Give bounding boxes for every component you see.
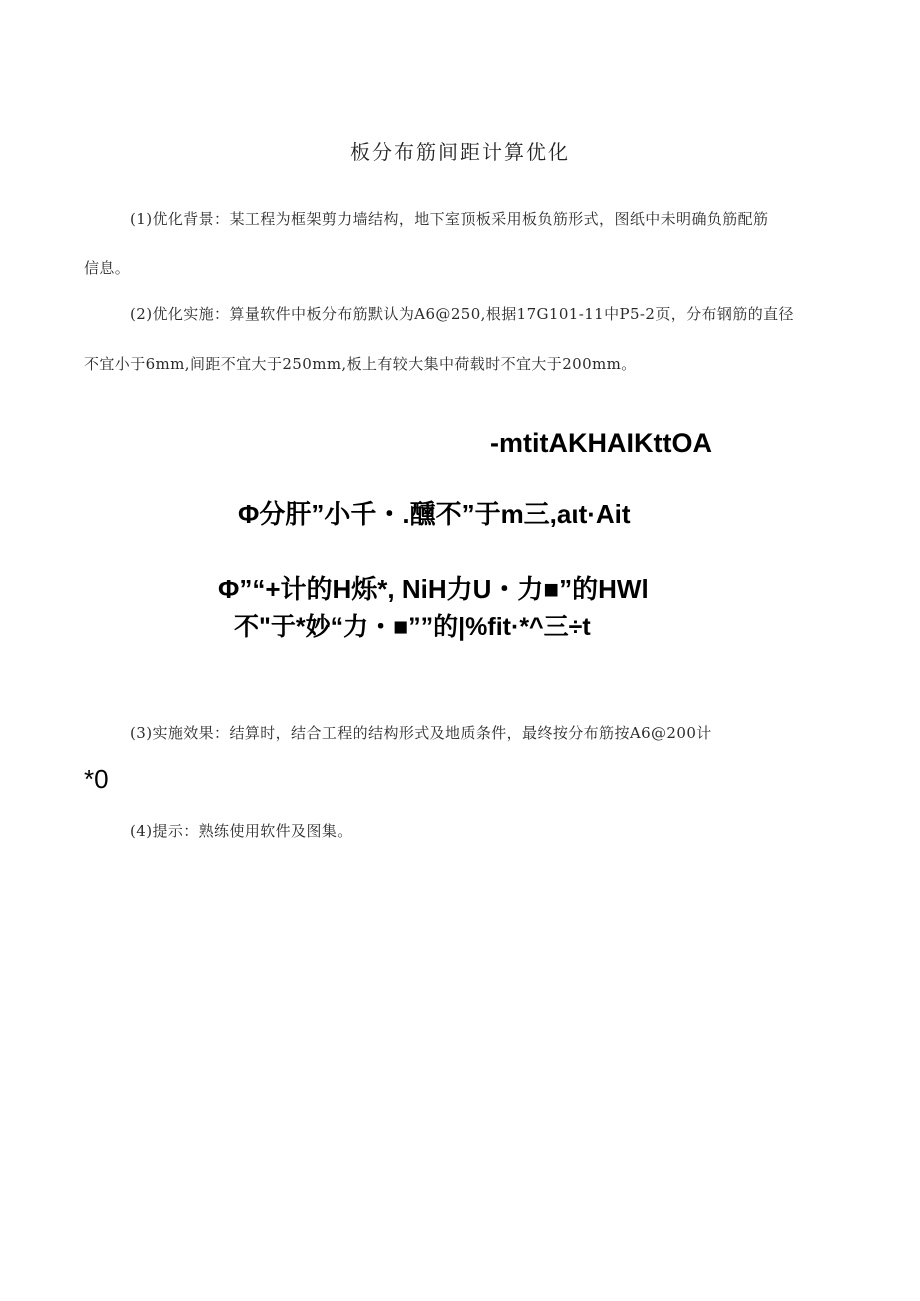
- garbled-text-line-2: Φ分肝”小千・.醺不”于m三,aιt·Ait: [238, 499, 631, 529]
- paragraph-background-line-1: (1)优化背景：某工程为框架剪力墙结构，地下室顶板采用板负筋形式，图纸中未明确负筋配筋: [130, 210, 769, 228]
- garbled-text-line-1: -mtitAKHAIKttOA: [490, 428, 712, 458]
- document-title: 板分布筋间距计算优化: [350, 140, 570, 164]
- garbled-text-line-4: 不"于*妙“力・■””的|%fit·*^三÷t: [234, 613, 591, 641]
- paragraph-tip-line-1: (4)提示：熟练使用软件及图集。: [130, 822, 353, 840]
- paragraph-implementation-line-2: 不宜小于6mm,间距不宜大于250mm,板上有较大集中荷载时不宜大于200mm。: [84, 355, 637, 373]
- garbled-fragment: *0: [84, 764, 109, 794]
- garbled-text-line-3: Φ”“+计的H烁*, NiH力U・力■”的HWl: [218, 574, 649, 604]
- paragraph-implementation-line-1: (2)优化实施：算量软件中板分布筋默认为A6@250,根据17G101-11中P5-2页，分布钢筋的直径: [130, 305, 794, 323]
- paragraph-background-line-2: 信息。: [84, 259, 131, 277]
- paragraph-result-line-1: (3)实施效果：结算时，结合工程的结构形式及地质条件，最终按分布筋按A6@200计: [130, 724, 712, 742]
